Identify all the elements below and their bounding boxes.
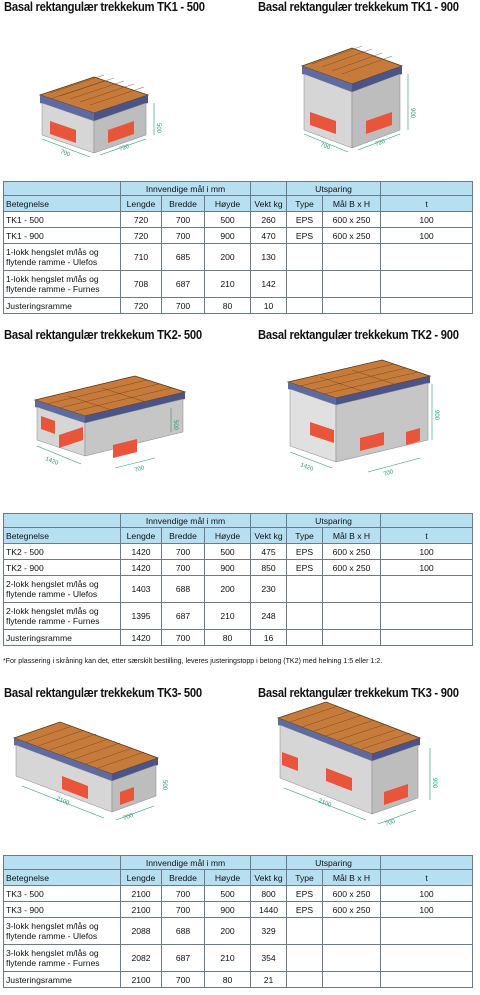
- tk2-group-inner: Innvendige mål i mm: [121, 514, 251, 528]
- tk1-group-inner: Innvendige mål i mm: [121, 182, 251, 196]
- tk1-col-type: Type: [287, 196, 323, 212]
- tk1-spec-table: [3, 181, 473, 314]
- tk1-900-title: Basal rektangulær trekkekum TK1 - 900: [258, 0, 459, 14]
- tk2-col-weight: Vekt kg: [251, 528, 287, 544]
- tk1-group-cutout: Utsparing: [287, 182, 381, 196]
- tk3-900-dim-height: 900: [431, 778, 437, 789]
- tk3-col-t: t: [381, 870, 473, 886]
- tk2-spec-table: [3, 513, 473, 646]
- tk3-col-height: Høyde: [205, 870, 251, 886]
- tk2-col-type: Type: [287, 528, 323, 544]
- tk2-900-dim-width: 700: [382, 469, 395, 478]
- tk2-col-height: Høyde: [205, 528, 251, 544]
- tk3-500-drawing: [8, 708, 178, 833]
- tk1-col-weight: Vekt kg: [251, 196, 287, 212]
- tk1-col-size: Mål B x H: [323, 196, 381, 212]
- tk1-900-dim-height: 900: [409, 108, 415, 119]
- table-row: 1-lokk hengslet m/lås og flytende ramme - Ulefos 710 685 200 130: [4, 244, 473, 271]
- tk1-500-dim-width: 720: [118, 143, 131, 153]
- tk3-col-weight: Vekt kg: [251, 870, 287, 886]
- tk1-500-dim-height: 500: [155, 123, 161, 134]
- table-row: TK3 - 900 2100 700 900 1440 EPS 600 x 250 100: [4, 902, 473, 918]
- tk3-col-name: Betegnelse: [4, 870, 121, 886]
- tk3-900-drawing: [268, 688, 448, 838]
- tk1-col-height: Høyde: [205, 196, 251, 212]
- table-row: Justeringsramme 1420 700 80 16: [4, 630, 473, 646]
- section-tk1: [0, 0, 480, 315]
- tk1-900-dim-width: 720: [374, 138, 387, 148]
- tk3-col-type: Type: [287, 870, 323, 886]
- tk2-500-title: Basal rektangulær trekkekum TK2- 500: [4, 328, 202, 342]
- tk2-500-drawing: [25, 368, 200, 488]
- tk2-500-dim-width: 700: [133, 465, 146, 474]
- tk2-900-dim-height: 900: [433, 410, 439, 421]
- tk2-900-drawing: [280, 354, 450, 492]
- table-row: TK1 - 500 720 700 500 260 EPS 600 x 250 100: [4, 212, 473, 228]
- table-row: TK3 - 500 2100 700 500 800 EPS 600 x 250 100: [4, 886, 473, 902]
- table-row: 2-lokk hengslet m/lås og flytende ramme - Furnes 1395 687 210 248: [4, 603, 473, 630]
- tk3-500-dim-height: 500: [161, 780, 167, 791]
- tk2-500-dim-height: 500: [172, 420, 178, 431]
- tk3-group-cutout: Utsparing: [287, 856, 381, 870]
- tk1-500-drawing: [20, 55, 170, 170]
- tk1-900-dim-length: 700: [319, 142, 331, 152]
- tk2-col-name: Betegnelse: [4, 528, 121, 544]
- table-row: Justeringsramme 720 700 80 10: [4, 298, 473, 314]
- tk2-col-width: Bredde: [162, 528, 205, 544]
- tk2-col-size: Mål B x H: [323, 528, 381, 544]
- tk2-group-cutout: Utsparing: [287, 514, 381, 528]
- tk2-col-t: t: [381, 528, 473, 544]
- table-row: 3-lokk hengslet m/lås og flytende ramme - Ulefos 2088 688 200 329: [4, 918, 473, 945]
- tk3-col-size: Mål B x H: [323, 870, 381, 886]
- tk3-group-inner: Innvendige mål i mm: [121, 856, 251, 870]
- tk1-col-width: Bredde: [162, 196, 205, 212]
- tk2-500-dim-length: 1420: [44, 456, 59, 467]
- tk1-500-title: Basal rektangulær trekkekum TK1 - 500: [4, 0, 205, 14]
- tk1-col-length: Lengde: [121, 196, 162, 212]
- tk3-900-dim-width: 700: [384, 818, 397, 828]
- tk2-900-title: Basal rektangulær trekkekum TK2 - 900: [258, 328, 459, 342]
- table-row: 1-lokk hengslet m/lås og flytende ramme - Furnes 708 687 210 142: [4, 271, 473, 298]
- section-tk3: [0, 686, 480, 991]
- tk3-spec-table: [3, 855, 473, 988]
- tk2-slope-note: *For plassering i skråning kan det, etter særskilt bestilling, leveres justeringstopp i betong (TK2) med helning 1:5 eller 1:2.: [3, 656, 383, 665]
- tk3-500-dim-length: 2100: [55, 796, 70, 807]
- tk2-col-length: Lengde: [121, 528, 162, 544]
- tk1-col-name: Betegnelse: [4, 196, 121, 212]
- tk3-500-dim-width: 700: [122, 812, 135, 822]
- tk3-col-width: Bredde: [162, 870, 205, 886]
- table-row: 2-lokk hengslet m/lås og flytende ramme - Ulefos 1403 688 200 230: [4, 576, 473, 603]
- tk3-col-length: Lengde: [121, 870, 162, 886]
- tk2-900-dim-length: 1420: [299, 462, 314, 473]
- tk3-900-dim-length: 2100: [317, 798, 332, 809]
- tk1-col-t: t: [381, 196, 473, 212]
- table-row: 3-lokk hengslet m/lås og flytende ramme - Furnes 2082 687 210 354: [4, 945, 473, 972]
- table-row: TK1 - 900 720 700 900 470 EPS 600 x 250 100: [4, 228, 473, 244]
- table-row: Justeringsramme 2100 700 80 21: [4, 972, 473, 988]
- table-row: TK2 - 500 1420 700 500 475 EPS 600 x 250 100: [4, 544, 473, 560]
- table-row: TK2 - 900 1420 700 900 850 EPS 600 x 250 100: [4, 560, 473, 576]
- tk3-500-title: Basal rektangulær trekkekum TK3- 500: [4, 686, 202, 700]
- tk1-900-drawing: [288, 30, 418, 170]
- tk1-500-dim-length: 700: [59, 149, 71, 159]
- tk3-900-title: Basal rektangulær trekkekum TK3 - 900: [258, 686, 459, 700]
- section-tk2: [0, 328, 480, 668]
